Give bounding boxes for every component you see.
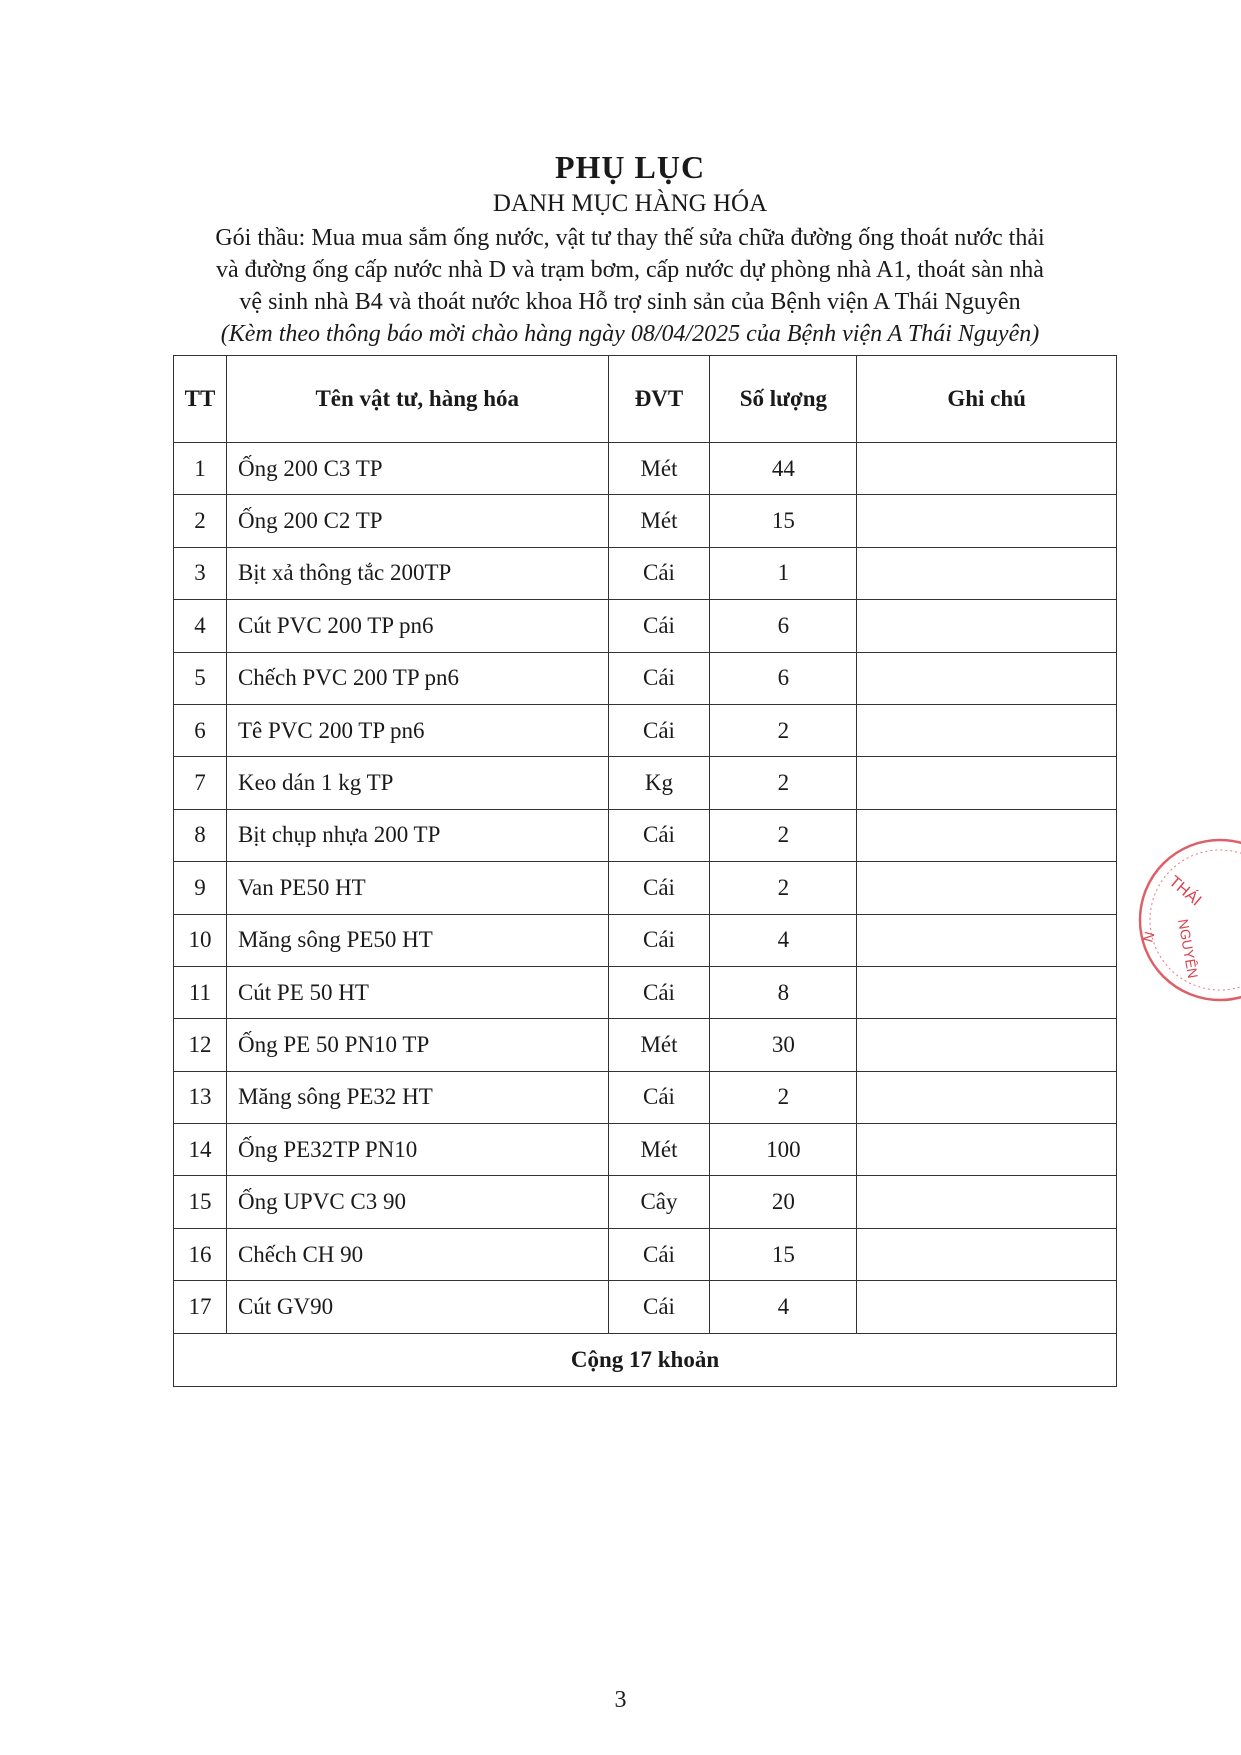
- table-row: [174, 1228, 1117, 1280]
- cell-unit: Mét: [608, 1019, 710, 1071]
- cell-unit: Cái: [608, 809, 710, 861]
- cell-quantity: 2: [710, 757, 857, 809]
- cell-name: Ống 200 C2 TP: [226, 495, 608, 547]
- svg-text:NGUYÊN: NGUYÊN: [1175, 917, 1202, 980]
- cell-note: [857, 1071, 1117, 1123]
- cell-unit: Mét: [608, 1124, 710, 1176]
- cell-quantity: 4: [710, 914, 857, 966]
- table-header-row: [174, 356, 1117, 443]
- cell-unit: Cây: [608, 1176, 710, 1228]
- cell-quantity: 2: [710, 809, 857, 861]
- cell-note: [857, 495, 1117, 547]
- table-row: [174, 1071, 1117, 1123]
- cell-name: Cút PE 50 HT: [226, 966, 608, 1018]
- cell-name: Bịt chụp nhựa 200 TP: [226, 809, 608, 861]
- cell-quantity: 6: [710, 652, 857, 704]
- column-header-quantity: Số lượng: [710, 356, 857, 443]
- cell-tt: 6: [174, 704, 227, 756]
- table-row: [174, 809, 1117, 861]
- cell-unit: Cái: [608, 966, 710, 1018]
- document-subtitle: DANH MỤC HÀNG HÓA: [492, 190, 768, 217]
- cell-note: [857, 1228, 1117, 1280]
- page-number: 3: [614, 1687, 627, 1713]
- column-header-note: Ghi chú: [857, 356, 1117, 443]
- package-description: [160, 222, 1100, 318]
- package-line: Gói thầu: Mua mua sắm ống nước, vật tư thay thế sửa chữa đường ống thoát nước thải: [215, 225, 1045, 251]
- cell-name: Bịt xả thông tắc 200TP: [226, 547, 608, 599]
- table-row: [174, 495, 1117, 547]
- cell-unit: Mét: [608, 443, 710, 495]
- total-row: [174, 1333, 1117, 1386]
- table-row: [174, 1176, 1117, 1228]
- cell-tt: 1: [174, 443, 227, 495]
- cell-note: [857, 600, 1117, 652]
- cell-name: Van PE50 HT: [226, 862, 608, 914]
- table-row: [174, 600, 1117, 652]
- table-body: [174, 443, 1117, 1334]
- cell-tt: 16: [174, 1228, 227, 1280]
- cell-quantity: 2: [710, 704, 857, 756]
- cell-note: [857, 704, 1117, 756]
- cell-tt: 2: [174, 495, 227, 547]
- cell-note: [857, 547, 1117, 599]
- cell-quantity: 100: [710, 1124, 857, 1176]
- cell-quantity: 44: [710, 443, 857, 495]
- document-title: PHỤ LỤC: [554, 149, 706, 185]
- table-row: [174, 914, 1117, 966]
- document-header: [160, 148, 1100, 350]
- column-header-tt: TT: [174, 356, 227, 443]
- cell-note: [857, 757, 1117, 809]
- cell-note: [857, 1176, 1117, 1228]
- cell-unit: Cái: [608, 1071, 710, 1123]
- cell-unit: Cái: [608, 600, 710, 652]
- svg-text:N: N: [1139, 929, 1158, 944]
- attachment-note: (Kèm theo thông báo mời chào hàng ngày 08/04/2025 của Bệnh viện A Thái Nguyên): [220, 321, 1040, 347]
- cell-quantity: 6: [710, 600, 857, 652]
- table-row: [174, 1124, 1117, 1176]
- table-row: [174, 443, 1117, 495]
- cell-tt: 3: [174, 547, 227, 599]
- cell-unit: Mét: [608, 495, 710, 547]
- cell-name: Chếch PVC 200 TP pn6: [226, 652, 608, 704]
- table-row: [174, 652, 1117, 704]
- svg-text:THÁI: THÁI: [1165, 873, 1205, 910]
- column-header-name: Tên vật tư, hàng hóa: [226, 356, 608, 443]
- cell-note: [857, 862, 1117, 914]
- cell-name: Chếch CH 90: [226, 1228, 608, 1280]
- table-row: [174, 757, 1117, 809]
- cell-quantity: 20: [710, 1176, 857, 1228]
- cell-tt: 8: [174, 809, 227, 861]
- cell-quantity: 4: [710, 1281, 857, 1333]
- cell-tt: 7: [174, 757, 227, 809]
- cell-note: [857, 1124, 1117, 1176]
- cell-note: [857, 914, 1117, 966]
- total-label: Cộng 17 khoản: [174, 1333, 1117, 1386]
- cell-tt: 10: [174, 914, 227, 966]
- package-line: vệ sinh nhà B4 và thoát nước khoa Hỗ trợ sinh sản của Bệnh viện A Thái Nguyên: [239, 289, 1021, 315]
- cell-tt: 4: [174, 600, 227, 652]
- cell-tt: 9: [174, 862, 227, 914]
- cell-unit: Kg: [608, 757, 710, 809]
- cell-note: [857, 443, 1117, 495]
- official-stamp: [1130, 825, 1241, 1010]
- cell-name: Ống PE32TP PN10: [226, 1124, 608, 1176]
- cell-unit: Cái: [608, 704, 710, 756]
- cell-name: Keo dán 1 kg TP: [226, 757, 608, 809]
- cell-name: Cút GV90: [226, 1281, 608, 1333]
- cell-name: Cút PVC 200 TP pn6: [226, 600, 608, 652]
- cell-unit: Cái: [608, 862, 710, 914]
- table-row: [174, 1281, 1117, 1333]
- table-row: [174, 966, 1117, 1018]
- cell-unit: Cái: [608, 1228, 710, 1280]
- cell-name: Ống PE 50 PN10 TP: [226, 1019, 608, 1071]
- cell-note: [857, 809, 1117, 861]
- cell-name: Tê PVC 200 TP pn6: [226, 704, 608, 756]
- cell-unit: Cái: [608, 914, 710, 966]
- goods-table: [173, 355, 1117, 1387]
- cell-name: Măng sông PE50 HT: [226, 914, 608, 966]
- column-header-unit: ĐVT: [608, 356, 710, 443]
- cell-note: [857, 1019, 1117, 1071]
- cell-tt: 15: [174, 1176, 227, 1228]
- table-row: [174, 1019, 1117, 1071]
- cell-unit: Cái: [608, 547, 710, 599]
- cell-note: [857, 652, 1117, 704]
- cell-quantity: 1: [710, 547, 857, 599]
- cell-note: [857, 1281, 1117, 1333]
- cell-name: Măng sông PE32 HT: [226, 1071, 608, 1123]
- cell-quantity: 15: [710, 1228, 857, 1280]
- cell-quantity: 30: [710, 1019, 857, 1071]
- cell-tt: 11: [174, 966, 227, 1018]
- cell-name: Ống UPVC C3 90: [226, 1176, 608, 1228]
- cell-unit: Cái: [608, 1281, 710, 1333]
- cell-quantity: 2: [710, 1071, 857, 1123]
- cell-tt: 17: [174, 1281, 227, 1333]
- cell-tt: 12: [174, 1019, 227, 1071]
- cell-quantity: 8: [710, 966, 857, 1018]
- package-line: và đường ống cấp nước nhà D và trạm bơm, cấp nước dự phòng nhà A1, thoát sàn nhà: [216, 257, 1044, 283]
- cell-quantity: 15: [710, 495, 857, 547]
- cell-tt: 5: [174, 652, 227, 704]
- cell-quantity: 2: [710, 862, 857, 914]
- cell-tt: 14: [174, 1124, 227, 1176]
- table-row: [174, 704, 1117, 756]
- table-row: [174, 547, 1117, 599]
- cell-unit: Cái: [608, 652, 710, 704]
- cell-note: [857, 966, 1117, 1018]
- table-row: [174, 862, 1117, 914]
- cell-name: Ống 200 C3 TP: [226, 443, 608, 495]
- cell-tt: 13: [174, 1071, 227, 1123]
